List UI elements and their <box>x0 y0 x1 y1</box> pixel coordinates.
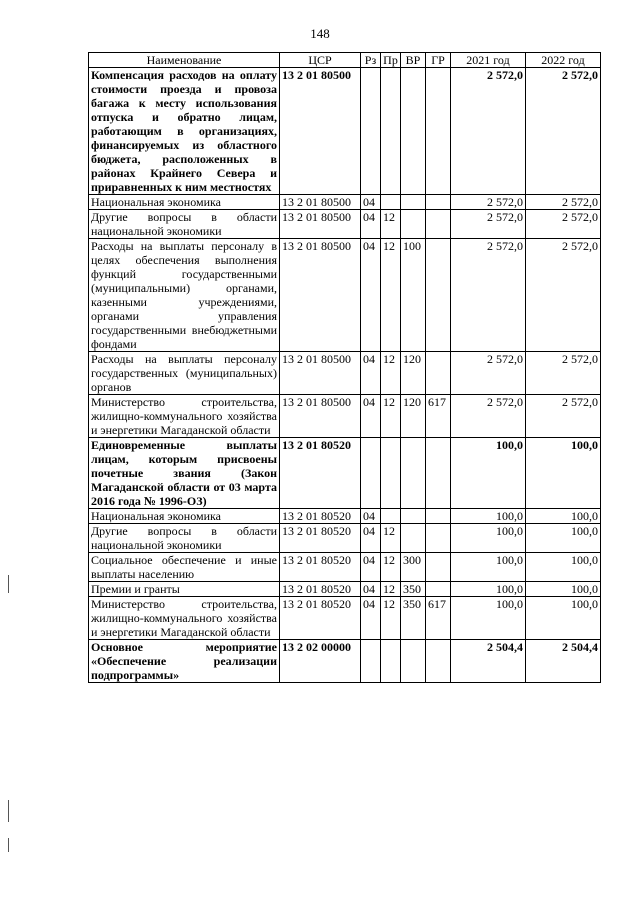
header-pr: Пр <box>381 53 401 68</box>
cell-pr: 12 <box>381 352 401 395</box>
cell-gr: 617 <box>426 597 451 640</box>
cell-rz: 04 <box>361 524 381 553</box>
cell-pr: 12 <box>381 553 401 582</box>
cell-csr: 13 2 01 80520 <box>280 597 361 640</box>
cell-2021: 100,0 <box>451 509 526 524</box>
cell-pr: 12 <box>381 210 401 239</box>
cell-gr <box>426 210 451 239</box>
cell-gr <box>426 239 451 352</box>
cell-csr: 13 2 01 80500 <box>280 195 361 210</box>
cell-2021: 2 504,4 <box>451 640 526 683</box>
cell-2021: 2 572,0 <box>451 210 526 239</box>
cell-rz: 04 <box>361 597 381 640</box>
cell-csr: 13 2 01 80500 <box>280 210 361 239</box>
cell-csr: 13 2 02 00000 <box>280 640 361 683</box>
cell-name: Премии и гранты <box>89 582 280 597</box>
margin-mark <box>8 575 9 593</box>
cell-2021: 2 572,0 <box>451 352 526 395</box>
cell-gr <box>426 524 451 553</box>
cell-2021: 100,0 <box>451 553 526 582</box>
cell-rz: 04 <box>361 210 381 239</box>
cell-gr <box>426 195 451 210</box>
cell-csr: 13 2 01 80500 <box>280 239 361 352</box>
cell-pr <box>381 68 401 195</box>
cell-gr <box>426 438 451 509</box>
cell-name: Компенсация расходов на оплату стоимости проезда и провоза багажа к месту использования отпуска и обратно лицам, работающим в организациях, финансируемых из областного бюджета, расположенных в районах Крайнего Севера и приравненных к ним местностях <box>89 68 280 195</box>
cell-csr: 13 2 01 80500 <box>280 68 361 195</box>
header-name: Наименование <box>89 53 280 68</box>
header-gr: ГР <box>426 53 451 68</box>
cell-gr <box>426 352 451 395</box>
cell-csr: 13 2 01 80520 <box>280 438 361 509</box>
cell-rz: 04 <box>361 352 381 395</box>
cell-2022: 100,0 <box>526 582 601 597</box>
table-header-row <box>89 53 601 68</box>
cell-gr <box>426 553 451 582</box>
cell-pr: 12 <box>381 239 401 352</box>
cell-pr <box>381 195 401 210</box>
margin-mark <box>8 838 9 852</box>
table-row <box>89 597 601 640</box>
cell-csr: 13 2 01 80520 <box>280 524 361 553</box>
cell-vr <box>401 68 426 195</box>
cell-2022: 100,0 <box>526 509 601 524</box>
header-csr: ЦСР <box>280 53 361 68</box>
cell-2021: 2 572,0 <box>451 239 526 352</box>
table-row <box>89 640 601 683</box>
cell-name: Расходы на выплаты персоналу в целях обеспечения выполнения функций государственными (муниципальными) органами, казенными учреждениями, органами управления государственными внебюджетными фондами <box>89 239 280 352</box>
table-row <box>89 582 601 597</box>
cell-vr: 120 <box>401 395 426 438</box>
cell-vr <box>401 640 426 683</box>
cell-gr <box>426 640 451 683</box>
cell-2022: 100,0 <box>526 553 601 582</box>
cell-2021: 100,0 <box>451 524 526 553</box>
cell-rz: 04 <box>361 582 381 597</box>
cell-vr: 120 <box>401 352 426 395</box>
cell-2022: 2 504,4 <box>526 640 601 683</box>
cell-vr <box>401 210 426 239</box>
table-row <box>89 195 601 210</box>
cell-2021: 2 572,0 <box>451 195 526 210</box>
cell-vr <box>401 438 426 509</box>
header-vr: ВР <box>401 53 426 68</box>
table-row <box>89 524 601 553</box>
table-row <box>89 239 601 352</box>
cell-2022: 2 572,0 <box>526 395 601 438</box>
cell-rz: 04 <box>361 395 381 438</box>
cell-rz: 04 <box>361 195 381 210</box>
header-rz: Рз <box>361 53 381 68</box>
cell-vr: 350 <box>401 597 426 640</box>
cell-csr: 13 2 01 80520 <box>280 553 361 582</box>
cell-pr <box>381 509 401 524</box>
cell-rz <box>361 640 381 683</box>
cell-name: Другие вопросы в области национальной экономики <box>89 210 280 239</box>
cell-csr: 13 2 01 80500 <box>280 352 361 395</box>
cell-rz: 04 <box>361 553 381 582</box>
cell-gr: 617 <box>426 395 451 438</box>
table-row <box>89 352 601 395</box>
cell-rz <box>361 438 381 509</box>
cell-csr: 13 2 01 80500 <box>280 395 361 438</box>
cell-vr <box>401 195 426 210</box>
cell-name: Министерство строительства, жилищно-коммунального хозяйства и энергетики Магаданской области <box>89 395 280 438</box>
cell-gr <box>426 582 451 597</box>
cell-2021: 100,0 <box>451 597 526 640</box>
header-2022: 2022 год <box>526 53 601 68</box>
cell-csr: 13 2 01 80520 <box>280 582 361 597</box>
cell-name: Национальная экономика <box>89 195 280 210</box>
budget-table <box>88 52 601 683</box>
cell-rz: 04 <box>361 509 381 524</box>
cell-name: Министерство строительства, жилищно-коммунального хозяйства и энергетики Магаданской области <box>89 597 280 640</box>
cell-gr <box>426 509 451 524</box>
cell-2022: 100,0 <box>526 438 601 509</box>
cell-name: Основное мероприятие «Обеспечение реализации подпрограммы» <box>89 640 280 683</box>
cell-2022: 100,0 <box>526 597 601 640</box>
table-row <box>89 509 601 524</box>
header-2021: 2021 год <box>451 53 526 68</box>
page-number: 148 <box>310 26 330 41</box>
table-row <box>89 553 601 582</box>
cell-rz: 04 <box>361 239 381 352</box>
cell-2022: 2 572,0 <box>526 210 601 239</box>
cell-pr: 12 <box>381 524 401 553</box>
cell-vr <box>401 509 426 524</box>
table-row <box>89 68 601 195</box>
cell-gr <box>426 68 451 195</box>
cell-name: Расходы на выплаты персоналу государственных (муниципальных) органов <box>89 352 280 395</box>
cell-2021: 100,0 <box>451 582 526 597</box>
cell-name: Национальная экономика <box>89 509 280 524</box>
cell-rz <box>361 68 381 195</box>
cell-name: Единовременные выплаты лицам, которым присвоены почетные звания (Закон Магаданской области от 03 марта 2016 года № 1996-ОЗ) <box>89 438 280 509</box>
cell-vr: 100 <box>401 239 426 352</box>
cell-pr: 12 <box>381 395 401 438</box>
cell-2022: 2 572,0 <box>526 352 601 395</box>
cell-2022: 100,0 <box>526 524 601 553</box>
cell-pr: 12 <box>381 582 401 597</box>
cell-2022: 2 572,0 <box>526 68 601 195</box>
table-body <box>89 68 601 683</box>
cell-name: Социальное обеспечение и иные выплаты населению <box>89 553 280 582</box>
cell-vr: 300 <box>401 553 426 582</box>
table-row <box>89 438 601 509</box>
cell-2021: 100,0 <box>451 438 526 509</box>
cell-2021: 2 572,0 <box>451 395 526 438</box>
cell-pr <box>381 438 401 509</box>
cell-vr: 350 <box>401 582 426 597</box>
cell-2022: 2 572,0 <box>526 239 601 352</box>
cell-2021: 2 572,0 <box>451 68 526 195</box>
cell-csr: 13 2 01 80520 <box>280 509 361 524</box>
cell-name: Другие вопросы в области национальной экономики <box>89 524 280 553</box>
cell-2022: 2 572,0 <box>526 195 601 210</box>
cell-pr: 12 <box>381 597 401 640</box>
cell-vr <box>401 524 426 553</box>
cell-pr <box>381 640 401 683</box>
table-row <box>89 395 601 438</box>
margin-mark <box>8 800 9 822</box>
table-row <box>89 210 601 239</box>
